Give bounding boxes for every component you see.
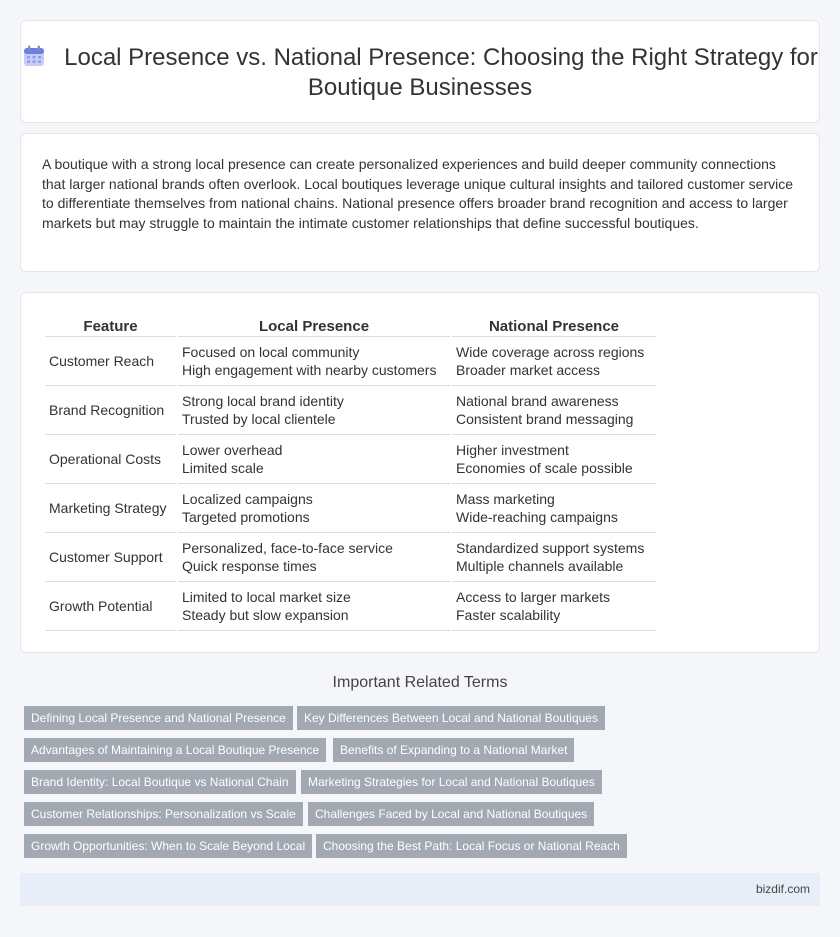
national-cell (452, 337, 656, 386)
related-term-link[interactable]: Brand Identity: Local Boutique vs National Chain (24, 770, 296, 794)
comparison-table (43, 315, 658, 631)
cell-line: Multiple channels available (456, 558, 624, 574)
cell-line: Standardized support systems (456, 540, 645, 556)
table-row (45, 484, 656, 533)
cell-line: Higher investment (456, 442, 569, 458)
local-cell (178, 435, 450, 484)
feature-cell: Growth Potential (45, 582, 176, 631)
table-row (45, 582, 656, 631)
local-cell (178, 582, 450, 631)
table-row (45, 386, 656, 435)
header-local: Local Presence (178, 315, 450, 337)
cell-line: Steady but slow expansion (182, 607, 349, 623)
comparison-card (20, 292, 820, 653)
table-header-row (45, 315, 656, 337)
table-row (45, 435, 656, 484)
footer-site-link[interactable]: bizdif.com (755, 882, 810, 896)
cell-line: Broader market access (456, 362, 600, 378)
feature-cell: Customer Reach (45, 337, 176, 386)
related-term-link[interactable]: Growth Opportunities: When to Scale Beyond Local (24, 834, 312, 858)
cell-line: Wide coverage across regions (456, 344, 645, 360)
cell-line: Economies of scale possible (456, 460, 633, 476)
feature-cell: Customer Support (45, 533, 176, 582)
intro-paragraph: A boutique with a strong local presence can create personalized experiences and build deeper community connections that larger national brands often overlook. Local boutiques leverage unique cultural insights and tailored customer service to differentiate themselves from national chains. National presence offers broader brand recognition and access to larger markets but may struggle to maintain the intimate customer relationships that define successful boutiques. (42, 156, 794, 231)
cell-line: Limited scale (182, 460, 264, 476)
cell-line: Mass marketing (456, 491, 555, 507)
related-term-link[interactable]: Advantages of Maintaining a Local Boutique Presence (24, 738, 326, 762)
national-cell (452, 582, 656, 631)
cell-line: Strong local brand identity (182, 393, 344, 409)
cell-line: Trusted by local clientele (182, 411, 336, 427)
local-cell (178, 386, 450, 435)
local-cell (178, 337, 450, 386)
national-cell (452, 484, 656, 533)
local-cell (178, 484, 450, 533)
table-row (45, 533, 656, 582)
header-feature: Feature (45, 315, 176, 337)
national-cell (452, 435, 656, 484)
page-title-text: Local Presence vs. National Presence: Choosing the Right Strategy for Boutique Businesses (64, 44, 818, 101)
related-term-link[interactable]: Customer Relationships: Personalization vs Scale (24, 802, 303, 826)
header-national: National Presence (452, 315, 656, 337)
footer (20, 873, 820, 906)
cell-line: Quick response times (182, 558, 317, 574)
related-term-link[interactable]: Key Differences Between Local and National Boutiques (297, 706, 605, 730)
cell-line: National brand awareness (456, 393, 619, 409)
cell-line: Faster scalability (456, 607, 561, 623)
related-term-link[interactable]: Choosing the Best Path: Local Focus or National Reach (316, 834, 627, 858)
cell-line: Focused on local community (182, 344, 360, 360)
cell-line: High engagement with nearby customers (182, 362, 437, 378)
header-card (20, 20, 820, 123)
cell-line: Wide-reaching campaigns (456, 509, 618, 525)
cell-line: Lower overhead (182, 442, 283, 458)
feature-cell: Marketing Strategy (45, 484, 176, 533)
related-terms-title: Important Related Terms (332, 674, 508, 691)
related-term-link[interactable]: Defining Local Presence and National Presence (24, 706, 293, 730)
page-title (21, 43, 819, 103)
cell-line: Targeted promotions (182, 509, 310, 525)
national-cell (452, 533, 656, 582)
related-term-link[interactable]: Benefits of Expanding to a National Market (333, 738, 574, 762)
related-term-link[interactable]: Challenges Faced by Local and National Boutiques (308, 802, 594, 826)
local-cell (178, 533, 450, 582)
cell-line: Localized campaigns (182, 491, 313, 507)
related-term-link[interactable]: Marketing Strategies for Local and National Boutiques (301, 770, 602, 794)
national-cell (452, 386, 656, 435)
table-row (45, 337, 656, 386)
feature-cell: Operational Costs (45, 435, 176, 484)
cell-line: Personalized, face-to-face service (182, 540, 393, 556)
cell-line: Consistent brand messaging (456, 411, 634, 427)
cell-line: Access to larger markets (456, 589, 611, 605)
cell-line: Limited to local market size (182, 589, 351, 605)
feature-cell: Brand Recognition (45, 386, 176, 435)
calendar-icon (22, 44, 46, 68)
intro-card (20, 133, 820, 272)
